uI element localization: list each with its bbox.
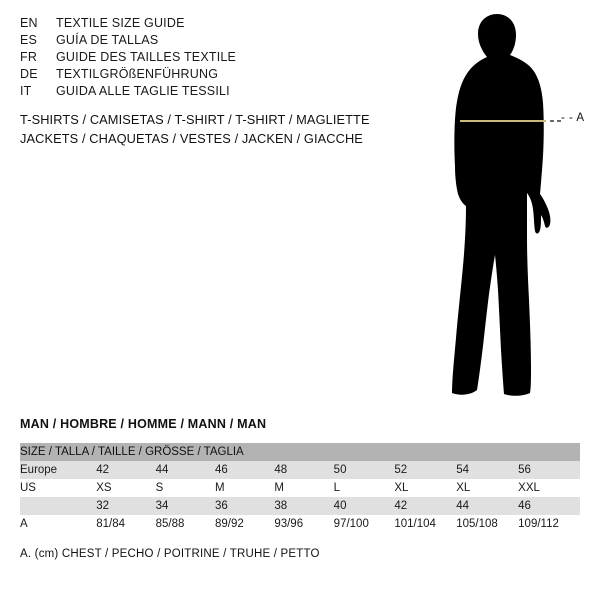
table-title: MAN / HOMBRE / HOMME / MANN / MAN — [20, 417, 267, 431]
table-row — [20, 515, 580, 533]
row-label — [20, 497, 96, 515]
language-code: DE — [20, 67, 38, 81]
language-text: GUÍA DE TALLAS — [56, 33, 159, 47]
table-cell: 109/112 — [518, 515, 580, 533]
table-cell: 38 — [274, 497, 333, 515]
table-cell: 32 — [96, 497, 155, 515]
table-cell: 56 — [518, 461, 580, 479]
table-cell: 50 — [334, 461, 395, 479]
table-cell: 81/84 — [96, 515, 155, 533]
table-cell: 48 — [274, 461, 333, 479]
table-cell: 97/100 — [334, 515, 395, 533]
row-label: Europe — [20, 461, 96, 479]
table-cell: XL — [394, 479, 456, 497]
category-line-tshirts: T-SHIRTS / CAMISETAS / T-SHIRT / T-SHIRT / MAGLIETTE — [20, 112, 370, 127]
table-row — [20, 497, 580, 515]
table-cell: 85/88 — [156, 515, 215, 533]
language-text: GUIDE DES TAILLES TEXTILE — [56, 50, 237, 64]
table-cell: 44 — [156, 461, 215, 479]
language-row — [20, 33, 400, 50]
table-cell: 105/108 — [456, 515, 518, 533]
language-row — [20, 16, 400, 33]
table-cell: 42 — [394, 497, 456, 515]
row-label: A — [20, 515, 96, 533]
table-cell: 34 — [156, 497, 215, 515]
table-cell: 42 — [96, 461, 155, 479]
language-code: EN — [20, 16, 38, 30]
table-cell: M — [215, 479, 274, 497]
table-cell: 46 — [518, 497, 580, 515]
measure-label-a: - - A — [561, 112, 585, 124]
man-silhouette-icon — [400, 8, 600, 408]
table-cell: 46 — [215, 461, 274, 479]
table-cell: 93/96 — [274, 515, 333, 533]
table-header-label: SIZE / TALLA / TAILLE / GRÖSSE / TAGLIA — [20, 443, 580, 461]
language-row — [20, 84, 400, 101]
table-row — [20, 461, 580, 479]
body-figure — [400, 8, 600, 408]
table-cell: 89/92 — [215, 515, 274, 533]
table-cell: 101/104 — [394, 515, 456, 533]
language-text: GUIDA ALLE TAGLIE TESSILI — [56, 84, 230, 98]
size-table — [20, 443, 580, 533]
table-cell: XS — [96, 479, 155, 497]
table-cell: L — [334, 479, 395, 497]
language-code: FR — [20, 50, 38, 64]
table-cell: 40 — [334, 497, 395, 515]
language-header-block — [20, 16, 400, 101]
table-cell: 36 — [215, 497, 274, 515]
table-cell: XXL — [518, 479, 580, 497]
table-cell: M — [274, 479, 333, 497]
table-cell: S — [156, 479, 215, 497]
language-code: ES — [20, 33, 38, 47]
language-code: IT — [20, 84, 32, 98]
table-cell: 52 — [394, 461, 456, 479]
table-row — [20, 479, 580, 497]
language-row — [20, 50, 400, 67]
language-row — [20, 67, 400, 84]
table-cell: XL — [456, 479, 518, 497]
table-header-row — [20, 443, 580, 461]
language-text: TEXTILGRÖßENFÜHRUNG — [56, 67, 219, 81]
category-block — [20, 110, 440, 148]
language-text: TEXTILE SIZE GUIDE — [56, 16, 185, 30]
category-line-jackets: JACKETS / CHAQUETAS / VESTES / JACKEN / GIACCHE — [20, 131, 363, 146]
table-cell: 44 — [456, 497, 518, 515]
table-cell: 54 — [456, 461, 518, 479]
row-label: US — [20, 479, 96, 497]
footnote: A. (cm) CHEST / PECHO / POITRINE / TRUHE / PETTO — [20, 548, 320, 560]
